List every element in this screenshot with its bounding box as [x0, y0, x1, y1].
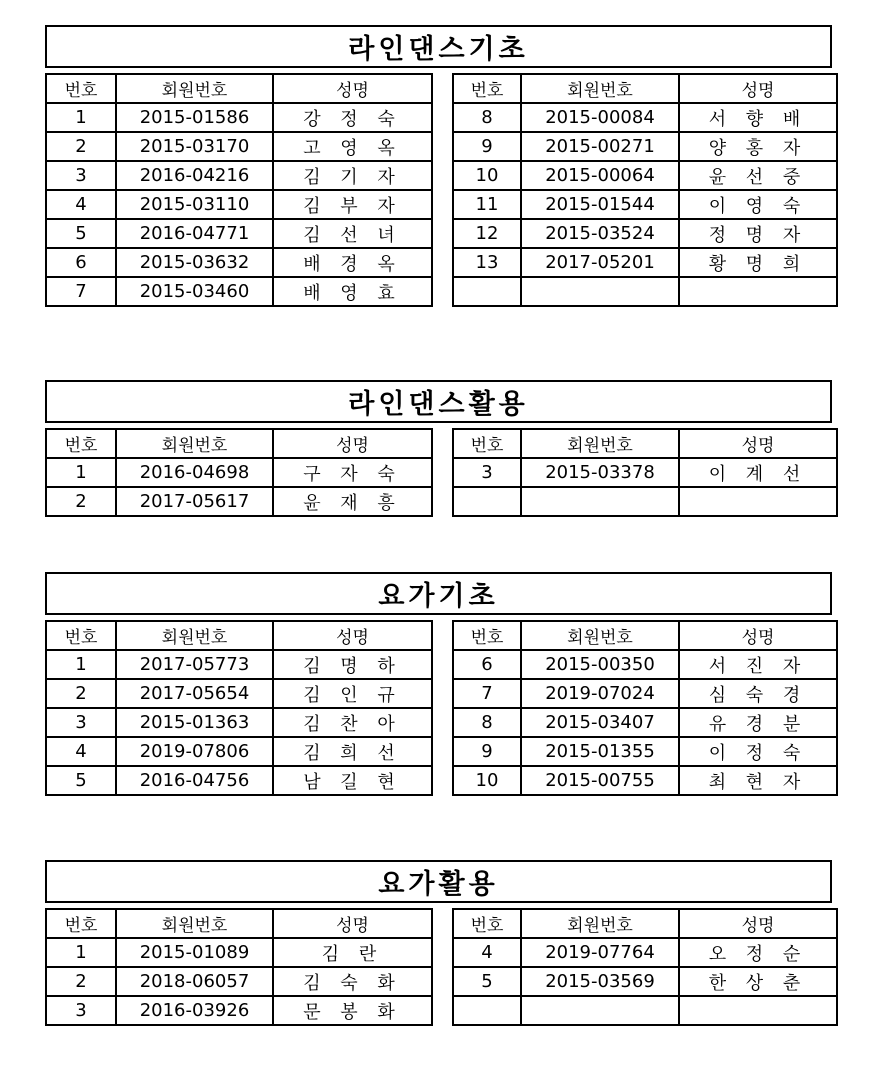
row-number: 2 [46, 679, 116, 708]
row-number: 1 [46, 103, 116, 132]
table-row [46, 650, 432, 679]
member-name: 김 기 자 [273, 161, 432, 190]
row-number [453, 996, 521, 1025]
member-id: 2015-00755 [521, 766, 679, 795]
table-row [453, 996, 837, 1025]
member-name: 배 경 옥 [273, 248, 432, 277]
table-row [46, 487, 432, 516]
row-number: 4 [453, 938, 521, 967]
header-row [453, 909, 837, 938]
row-number: 13 [453, 248, 521, 277]
table-row [453, 487, 837, 516]
member-id: 2016-04771 [116, 219, 273, 248]
member-id: 2015-03569 [521, 967, 679, 996]
table-row [46, 132, 432, 161]
member-id-header: 회원번호 [521, 621, 679, 650]
row-number: 7 [453, 679, 521, 708]
member-name: 강 정 숙 [273, 103, 432, 132]
member-id: 2015-03378 [521, 458, 679, 487]
row-number: 4 [46, 737, 116, 766]
table-row [46, 996, 432, 1025]
table-row [46, 103, 432, 132]
row-number: 10 [453, 766, 521, 795]
name-header: 성명 [273, 429, 432, 458]
row-number: 1 [46, 650, 116, 679]
table-row [453, 708, 837, 737]
member-name: 배 영 효 [273, 277, 432, 306]
member-name: 서 진 자 [679, 650, 837, 679]
header-row [46, 429, 432, 458]
row-number: 1 [46, 938, 116, 967]
member-id-header: 회원번호 [116, 621, 273, 650]
row-number: 5 [46, 766, 116, 795]
table-row [453, 103, 837, 132]
member-name: 정 명 자 [679, 219, 837, 248]
member-id-header: 회원번호 [116, 909, 273, 938]
table-row [453, 248, 837, 277]
member-id: 2015-00084 [521, 103, 679, 132]
member-name: 문 봉 화 [273, 996, 432, 1025]
member-name: 이 정 숙 [679, 737, 837, 766]
member-name [679, 996, 837, 1025]
member-name: 윤 재 흥 [273, 487, 432, 516]
member-name: 유 경 분 [679, 708, 837, 737]
name-header: 성명 [679, 74, 837, 103]
member-name: 양 홍 자 [679, 132, 837, 161]
member-id: 2015-03460 [116, 277, 273, 306]
member-id: 2015-03170 [116, 132, 273, 161]
member-id: 2017-05773 [116, 650, 273, 679]
row-number: 9 [453, 737, 521, 766]
member-id: 2015-01586 [116, 103, 273, 132]
table-row [453, 219, 837, 248]
member-id-header: 회원번호 [116, 429, 273, 458]
member-id: 2015-00271 [521, 132, 679, 161]
member-name: 김 희 선 [273, 737, 432, 766]
member-name: 김 인 규 [273, 679, 432, 708]
number-header: 번호 [46, 429, 116, 458]
member-id: 2017-05654 [116, 679, 273, 708]
member-id: 2016-04756 [116, 766, 273, 795]
row-number: 2 [46, 967, 116, 996]
row-number: 8 [453, 708, 521, 737]
table-row [453, 967, 837, 996]
row-number: 3 [46, 996, 116, 1025]
member-name: 황 명 희 [679, 248, 837, 277]
left-roster-table [45, 428, 433, 517]
number-header: 번호 [453, 74, 521, 103]
row-number: 11 [453, 190, 521, 219]
member-name: 오 정 순 [679, 938, 837, 967]
header-row [46, 621, 432, 650]
member-id-header: 회원번호 [521, 429, 679, 458]
member-id: 2017-05201 [521, 248, 679, 277]
table-row [453, 161, 837, 190]
member-name: 한 상 춘 [679, 967, 837, 996]
table-row [46, 708, 432, 737]
row-number: 3 [46, 708, 116, 737]
member-id: 2017-05617 [116, 487, 273, 516]
member-id [521, 996, 679, 1025]
row-number: 4 [46, 190, 116, 219]
table-row [453, 766, 837, 795]
row-number [453, 277, 521, 306]
member-name [679, 277, 837, 306]
number-header: 번호 [453, 429, 521, 458]
member-id: 2019-07806 [116, 737, 273, 766]
name-header: 성명 [679, 429, 837, 458]
member-id: 2015-01544 [521, 190, 679, 219]
number-header: 번호 [453, 909, 521, 938]
member-name: 김 숙 화 [273, 967, 432, 996]
right-roster-table [452, 73, 838, 307]
section-title: 요가활용 [45, 860, 832, 903]
number-header: 번호 [46, 621, 116, 650]
member-id [521, 277, 679, 306]
table-row [46, 766, 432, 795]
row-number: 8 [453, 103, 521, 132]
header-row [453, 74, 837, 103]
member-name: 이 영 숙 [679, 190, 837, 219]
table-row [453, 132, 837, 161]
name-header: 성명 [273, 621, 432, 650]
header-row [46, 909, 432, 938]
member-name: 김 부 자 [273, 190, 432, 219]
member-id-header: 회원번호 [521, 909, 679, 938]
header-row [453, 621, 837, 650]
table-row [453, 938, 837, 967]
row-number: 2 [46, 487, 116, 516]
row-number: 2 [46, 132, 116, 161]
table-row [46, 219, 432, 248]
table-row [453, 650, 837, 679]
member-id: 2016-03926 [116, 996, 273, 1025]
name-header: 성명 [273, 909, 432, 938]
table-row [46, 458, 432, 487]
member-id [521, 487, 679, 516]
header-row [46, 74, 432, 103]
row-number: 3 [46, 161, 116, 190]
member-name: 고 영 옥 [273, 132, 432, 161]
row-number: 9 [453, 132, 521, 161]
row-number: 1 [46, 458, 116, 487]
table-row [46, 967, 432, 996]
member-id: 2015-01355 [521, 737, 679, 766]
member-name: 남 길 현 [273, 766, 432, 795]
left-roster-table [45, 620, 433, 796]
member-name: 구 자 숙 [273, 458, 432, 487]
row-number: 5 [453, 967, 521, 996]
row-number: 3 [453, 458, 521, 487]
right-roster-table [452, 620, 838, 796]
name-header: 성명 [273, 74, 432, 103]
number-header: 번호 [46, 909, 116, 938]
member-name [679, 487, 837, 516]
member-name: 김 란 [273, 938, 432, 967]
table-row [46, 938, 432, 967]
table-row [46, 679, 432, 708]
member-id: 2016-04698 [116, 458, 273, 487]
table-row [46, 277, 432, 306]
row-number: 12 [453, 219, 521, 248]
member-id: 2015-03632 [116, 248, 273, 277]
table-row [453, 277, 837, 306]
member-id-header: 회원번호 [116, 74, 273, 103]
member-id: 2019-07024 [521, 679, 679, 708]
member-id: 2015-00064 [521, 161, 679, 190]
section-title: 요가기초 [45, 572, 832, 615]
member-name: 이 계 선 [679, 458, 837, 487]
table-row [453, 458, 837, 487]
table-row [453, 679, 837, 708]
member-id-header: 회원번호 [521, 74, 679, 103]
table-row [453, 737, 837, 766]
member-name: 윤 선 중 [679, 161, 837, 190]
member-name: 김 명 하 [273, 650, 432, 679]
row-number: 6 [453, 650, 521, 679]
section-title: 라인댄스기초 [45, 25, 832, 68]
member-id: 2015-03110 [116, 190, 273, 219]
name-header: 성명 [679, 909, 837, 938]
row-number: 6 [46, 248, 116, 277]
table-row [46, 190, 432, 219]
number-header: 번호 [453, 621, 521, 650]
header-row [453, 429, 837, 458]
table-row [46, 248, 432, 277]
row-number [453, 487, 521, 516]
member-id: 2018-06057 [116, 967, 273, 996]
member-name: 서 향 배 [679, 103, 837, 132]
right-roster-table [452, 428, 838, 517]
member-name: 최 현 자 [679, 766, 837, 795]
table-row [46, 161, 432, 190]
number-header: 번호 [46, 74, 116, 103]
right-roster-table [452, 908, 838, 1026]
member-id: 2015-01363 [116, 708, 273, 737]
member-id: 2015-00350 [521, 650, 679, 679]
row-number: 10 [453, 161, 521, 190]
section-title: 라인댄스활용 [45, 380, 832, 423]
left-roster-table [45, 73, 433, 307]
name-header: 성명 [679, 621, 837, 650]
member-id: 2016-04216 [116, 161, 273, 190]
member-id: 2015-03524 [521, 219, 679, 248]
member-id: 2015-01089 [116, 938, 273, 967]
member-id: 2015-03407 [521, 708, 679, 737]
table-row [453, 190, 837, 219]
member-id: 2019-07764 [521, 938, 679, 967]
member-name: 김 찬 아 [273, 708, 432, 737]
left-roster-table [45, 908, 433, 1026]
table-row [46, 737, 432, 766]
row-number: 5 [46, 219, 116, 248]
row-number: 7 [46, 277, 116, 306]
member-name: 김 선 녀 [273, 219, 432, 248]
member-name: 심 숙 경 [679, 679, 837, 708]
